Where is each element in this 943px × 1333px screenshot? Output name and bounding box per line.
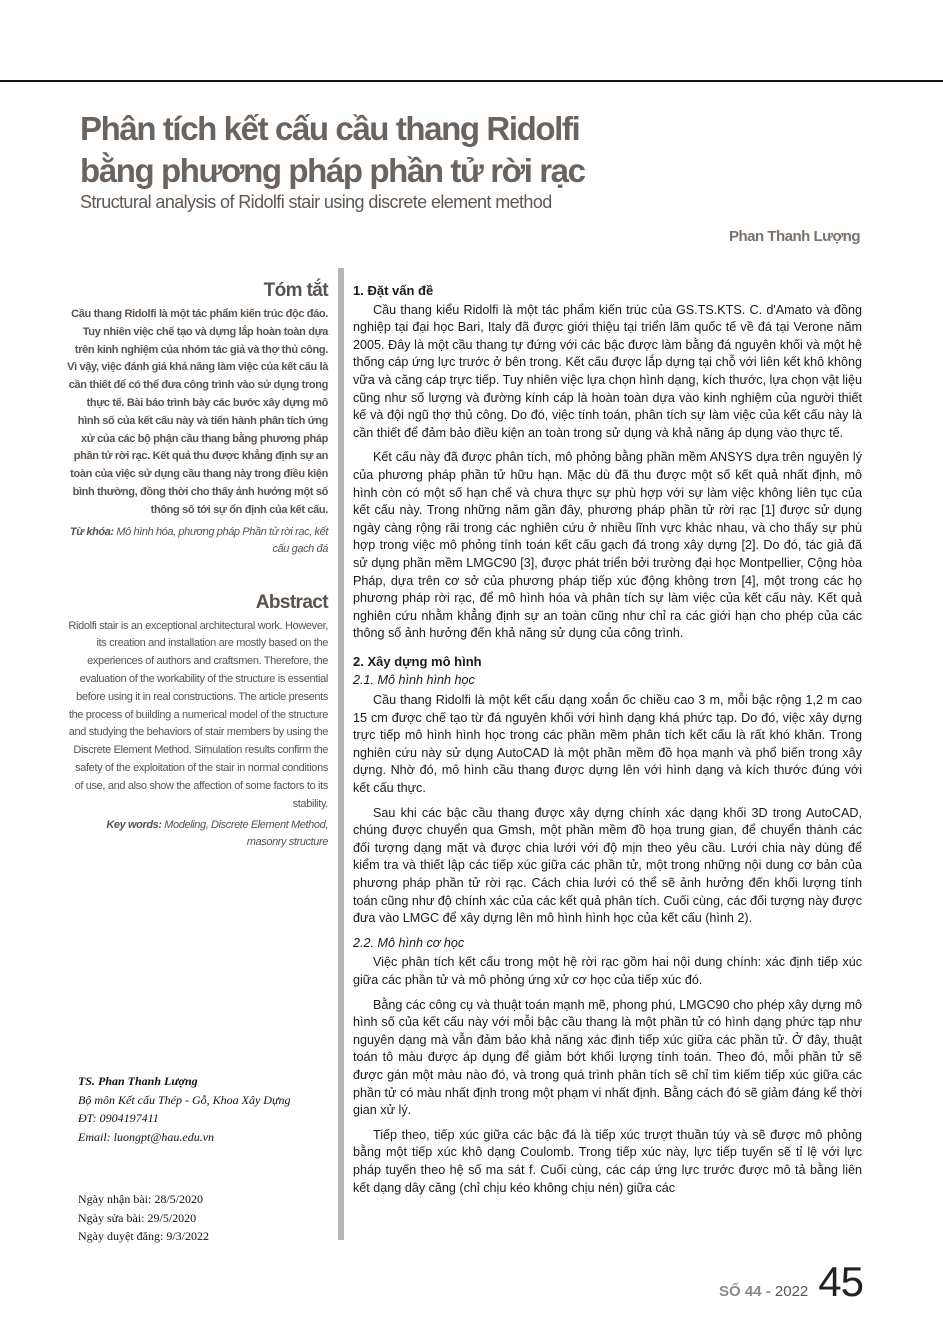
paragraph: Sau khi các bậc cầu thang được xây dựng chính xác dạng khối 3D trong AutoCAD, chúng được chuyển qua Gmsh, một phần mềm đồ họa trung gian, để chuyển thành các đối tượng dạng mặt và được chia lưới với độ mịn theo yêu cầu. Lưới chia này dùng để kiểm tra và thiết lập các tiếp xúc giữa các phần tử, một trong những nội dung cơ bản của phương pháp phần tử rời rạc. Cách chia lưới có thể sẽ ảnh hưởng đến khối lượng tính toán cũng như độ chính xác của các kết quả phân tích. Cuối cùng, các đối tượng này được đưa vào LMGC để xây dựng lên mô hình hình học của kết cấu (hình 2). xyxy=(353,805,862,926)
author-email: Email: luongpt@hau.edu.vn xyxy=(78,1129,215,1144)
header-rule xyxy=(0,80,943,82)
column-divider xyxy=(338,268,344,1240)
title-line-1: Phân tích kết cấu cầu thang Ridolfi xyxy=(80,110,580,147)
paragraph: Cầu thang kiểu Ridolfi là một tác phẩm kiến trúc của GS.TS.KTS. C. d'Amato và đồng nghiệp tại đại học Bari, Italy đã được giới thiệu tại triển lãm quốc tế về đá tại Verone năm 2005. Đây là một cầu thang tự đứng với các bậc được làm bằng đá nguyên khối và một hệ thống cáp ứng lực trước ở bên trong. Kết cấu được lắp dựng tại chỗ với liên kết khô không vữa và căng cáp trực tiếp. Tuy nhiên việc lựa chọn hình dạng, kích thước, lựa chọn vật liệu cũng như số lượng và đường kính cáp là hoàn toàn dựa vào kinh nghiệm của người thiết kế và đội ngũ thợ thủ công. Do đó, việc tính toán, phân tích sự làm việc của kết cấu này là cần thiết để đảm bảo điều kiện an toàn trong sử dụng và khả năng áp dụng vào thực tế. xyxy=(353,302,862,440)
keywords-label: Key words: xyxy=(106,819,162,832)
keywords-value: Mô hình hóa, phương pháp Phần tử rời rạc, kết cấu gạch đá xyxy=(113,525,328,555)
title-line-2: bằng phương pháp phần tử rời rạc xyxy=(80,152,585,189)
summary-vi-text: Cầu thang Ridolfi là một tác phẩm kiến trúc độc đáo. Tuy nhiên việc chế tạo và dựng lắp hoàn toàn dựa trên kinh nghiệm của nhóm tác giả và thợ thủ công. Vì vậy, việc đánh giá khả năng làm việc của kết cấu là cần thiết để có thể đưa công trình vào sử dụng trong thực tế. Bài báo trình bày các bước xây dựng mô hình số của kết cấu này và tiến hành phân tích ứng xử của các bộ phận cầu thang bằng phương pháp phần tử rời rạc. Kết quả thu được khẳng định sự an toàn của việc sử dụng cầu thang này trong điều kiện bình thường, đồng thời cho thấy ảnh hưởng một số thông số tới sự ổn định của kết cấu. xyxy=(67,308,328,516)
article-subtitle: Structural analysis of Ridolfi stair using discrete element method xyxy=(80,192,552,212)
paragraph: Cầu thang Ridolfi là một kết cấu dạng xoắn ốc chiều cao 3 m, mỗi bậc rộng 1,2 m cao 15 cm được chế tạo từ đá nguyên khối với hình dạng khá phức tạp. Do đó, việc xây dựng trực tiếp mô hình hình học trong các phần mềm phân tích kết cấu là rất khó khăn. Trong nghiên cứu này sử dụng AutoCAD là một phần mềm đồ họa mạnh và phổ biến trong xây dựng. Nhờ đó, mô hình cầu thang được dựng lên với hình dạng và kích thước đúng với kết cấu thực. xyxy=(353,693,862,796)
author-name: TS. Phan Thanh Lượng xyxy=(78,1074,198,1088)
summary-en-keywords xyxy=(66,817,328,851)
author-phone: ĐT: 0904197411 xyxy=(78,1111,159,1125)
date-accepted: Ngày duyệt đăng: 9/3/2022 xyxy=(78,1229,209,1243)
article-title xyxy=(80,108,585,192)
summary-en-heading: Abstract xyxy=(255,591,328,613)
page-number: 45 xyxy=(818,1258,863,1305)
paragraph: Việc phân tích kết cấu trong một hệ rời rạc gồm hai nội dung chính: xác định tiếp xúc giữa các phần tử và mô phỏng ứng xử cơ học của tiếp xúc đó. xyxy=(353,955,862,987)
keywords-label: Từ khóa: xyxy=(69,525,114,538)
paragraph: Kết cấu này đã được phân tích, mô phỏng bằng phần mềm ANSYS dựa trên nguyên lý của phương pháp phần tử hữu hạn. Mặc dù đã thu được một số kết quả nhất định, mô hình còn có một số hạn chế và chưa thực sự phù hợp với sự làm việc không liên tục của kết cấu này. Trong những năm gần đây, phương pháp phần tử rời rạc [1] được sử dụng ngày càng rộng rãi trong các nghiên cứu ở nhiều lĩnh vực khác nhau, và cho thấy sự phù hợp trong việc mô phỏng tính toán kết cấu gạch đá trong xây dựng [2]. Do đó, tác giả đã sử dụng phần mềm LMGC90 [3], được phát triển bởi trường đại học Montpellier, Cộng hòa Pháp, dựa trên cơ sở của phương pháp tiếp xúc động không trơn [4], một trong các họ phương pháp rời rạc, để mô hình hóa và phân tích sự làm việc của kết cấu này. Kết quả nghiên cứu nhằm khẳng định sự an toàn cũng như chỉ ra các giới hạn cho phép của các thông số ảnh hưởng đến khả năng sử dụng của công trình. xyxy=(353,450,862,641)
main-body xyxy=(353,282,862,1204)
paragraph: Tiếp theo, tiếp xúc giữa các bậc đá là tiếp xúc trượt thuần túy và sẽ được mô phỏng bằng một tiếp xúc khô dạng Coulomb. Trong tiếp xúc này, lực tiếp tuyến sẽ tỉ lệ với lực pháp tuyến theo hệ số ma sát f. Cuối cùng, các cáp ứng lực trước được mô tả bằng liên kết dạng dây căng (chỉ chịu kéo không chịu nén) giữa các xyxy=(353,1127,862,1195)
issue-number: SỐ 44 xyxy=(719,1283,762,1300)
issue-separator: - xyxy=(761,1283,775,1300)
summary-vi-heading: Tóm tắt xyxy=(263,280,328,301)
section-2-heading: 2. Xây dựng mô hình xyxy=(353,653,482,669)
date-received: Ngày nhận bài: 28/5/2020 xyxy=(78,1192,203,1206)
summary-en-text: Ridolfi stair is an exceptional architectural work. However, its creation and installation are mostly based on the experiences of authors and craftsmen. Therefore, the evaluation of the workability of the structure is essential before using it in real constructions. The article presents the process of building a numerical model of the structure and studying the behaviors of stair members by using the Discrete Element Method. Simulation results confirm the safety of the exploitation of the stair in normal conditions of use, and also show the affection of some factors to its stability. xyxy=(68,619,328,810)
abstract-column xyxy=(66,280,328,851)
article-author: Phan Thanh Lượng xyxy=(728,228,860,245)
page-footer xyxy=(719,1258,863,1306)
issue-info xyxy=(719,1283,808,1301)
section-2-1-heading: 2.1. Mô hình hình học xyxy=(353,673,475,688)
author-department: Bộ môn Kết cấu Thép - Gỗ, Khoa Xây Dựng xyxy=(78,1092,291,1107)
issue-year: 2022 xyxy=(774,1283,809,1300)
article-dates xyxy=(78,1190,209,1246)
section-2-2-heading: 2.2. Mô hình cơ học xyxy=(353,935,465,950)
keywords-value: Modeling, Discrete Element Method, masonry structure xyxy=(161,819,328,849)
paragraph: Bằng các công cụ và thuật toán mạnh mẽ, phong phú, LMGC90 cho phép xây dựng mô hình số của kết cấu này với mỗi bậc cầu thang là một phần tử có hình dạng phức tạp như nguyên dạng mà vẫn đảm bảo khả năng xác định tiếp xúc giữa các phần tử. Ở đây, thuật toán tô màu được áp dụng để giảm bớt khối lượng tính toán. Theo đó, mỗi phần tử sẽ được gán một màu nào đó, và trong quá trình phân tích sẽ chỉ tìm kiếm tiếp xúc giữa các phần tử có màu nhất định trong một phạm vi nhất định. Bằng cách đó sẽ giảm đáng kể thời gian xử lý. xyxy=(353,997,862,1118)
author-info xyxy=(78,1072,291,1146)
summary-vi-keywords xyxy=(66,524,328,558)
date-revised: Ngày sửa bài: 29/5/2020 xyxy=(78,1210,197,1225)
section-1-heading: 1. Đặt vấn đề xyxy=(353,283,434,298)
